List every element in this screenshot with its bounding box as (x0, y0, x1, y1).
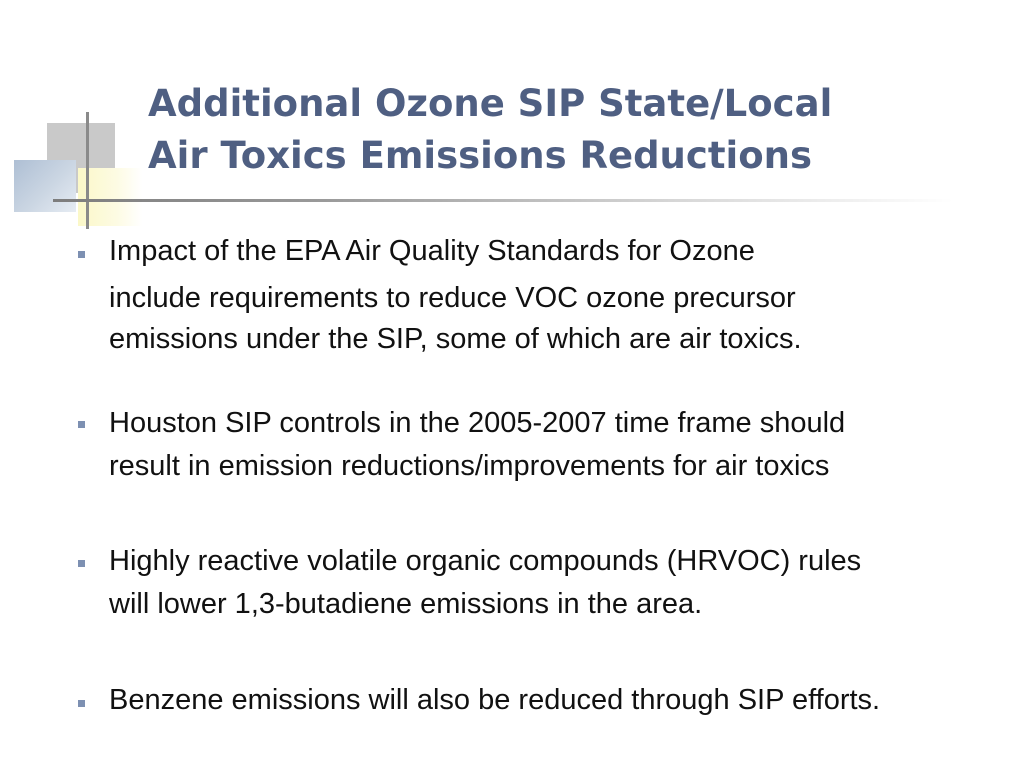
bullet-line: Benzene emissions will also be reduced through SIP efforts. (109, 684, 881, 716)
bullet-line: include requirements to reduce VOC ozone precursor (109, 282, 796, 314)
bullet-text (109, 540, 1014, 626)
bullet-text (109, 402, 1014, 488)
bullet-marker-icon (78, 700, 85, 707)
bullet-line: result in emission reductions/improvements for air toxics (109, 450, 830, 482)
slide-title-line: Air Toxics Emissions Reductions (148, 134, 812, 177)
bullet-text (109, 232, 1014, 360)
bullet-marker-icon (78, 251, 85, 258)
bullet-line: will lower 1,3-butadiene emissions in the area. (109, 588, 703, 620)
bullet-marker-icon (78, 560, 85, 567)
bullet-line: Highly reactive volatile organic compounds (HRVOC) rules (109, 545, 862, 577)
bullet-line: Houston SIP controls in the 2005-2007 time frame should (109, 407, 846, 439)
bullet-marker-icon (78, 421, 85, 428)
bullet-line: Impact of the EPA Air Quality Standards for Ozone (109, 235, 755, 267)
bullet-text (109, 679, 1014, 722)
bullet-line: emissions under the SIP, some of which are air toxics. (109, 323, 802, 355)
slide-title-line: Additional Ozone SIP State/Local (148, 82, 833, 125)
